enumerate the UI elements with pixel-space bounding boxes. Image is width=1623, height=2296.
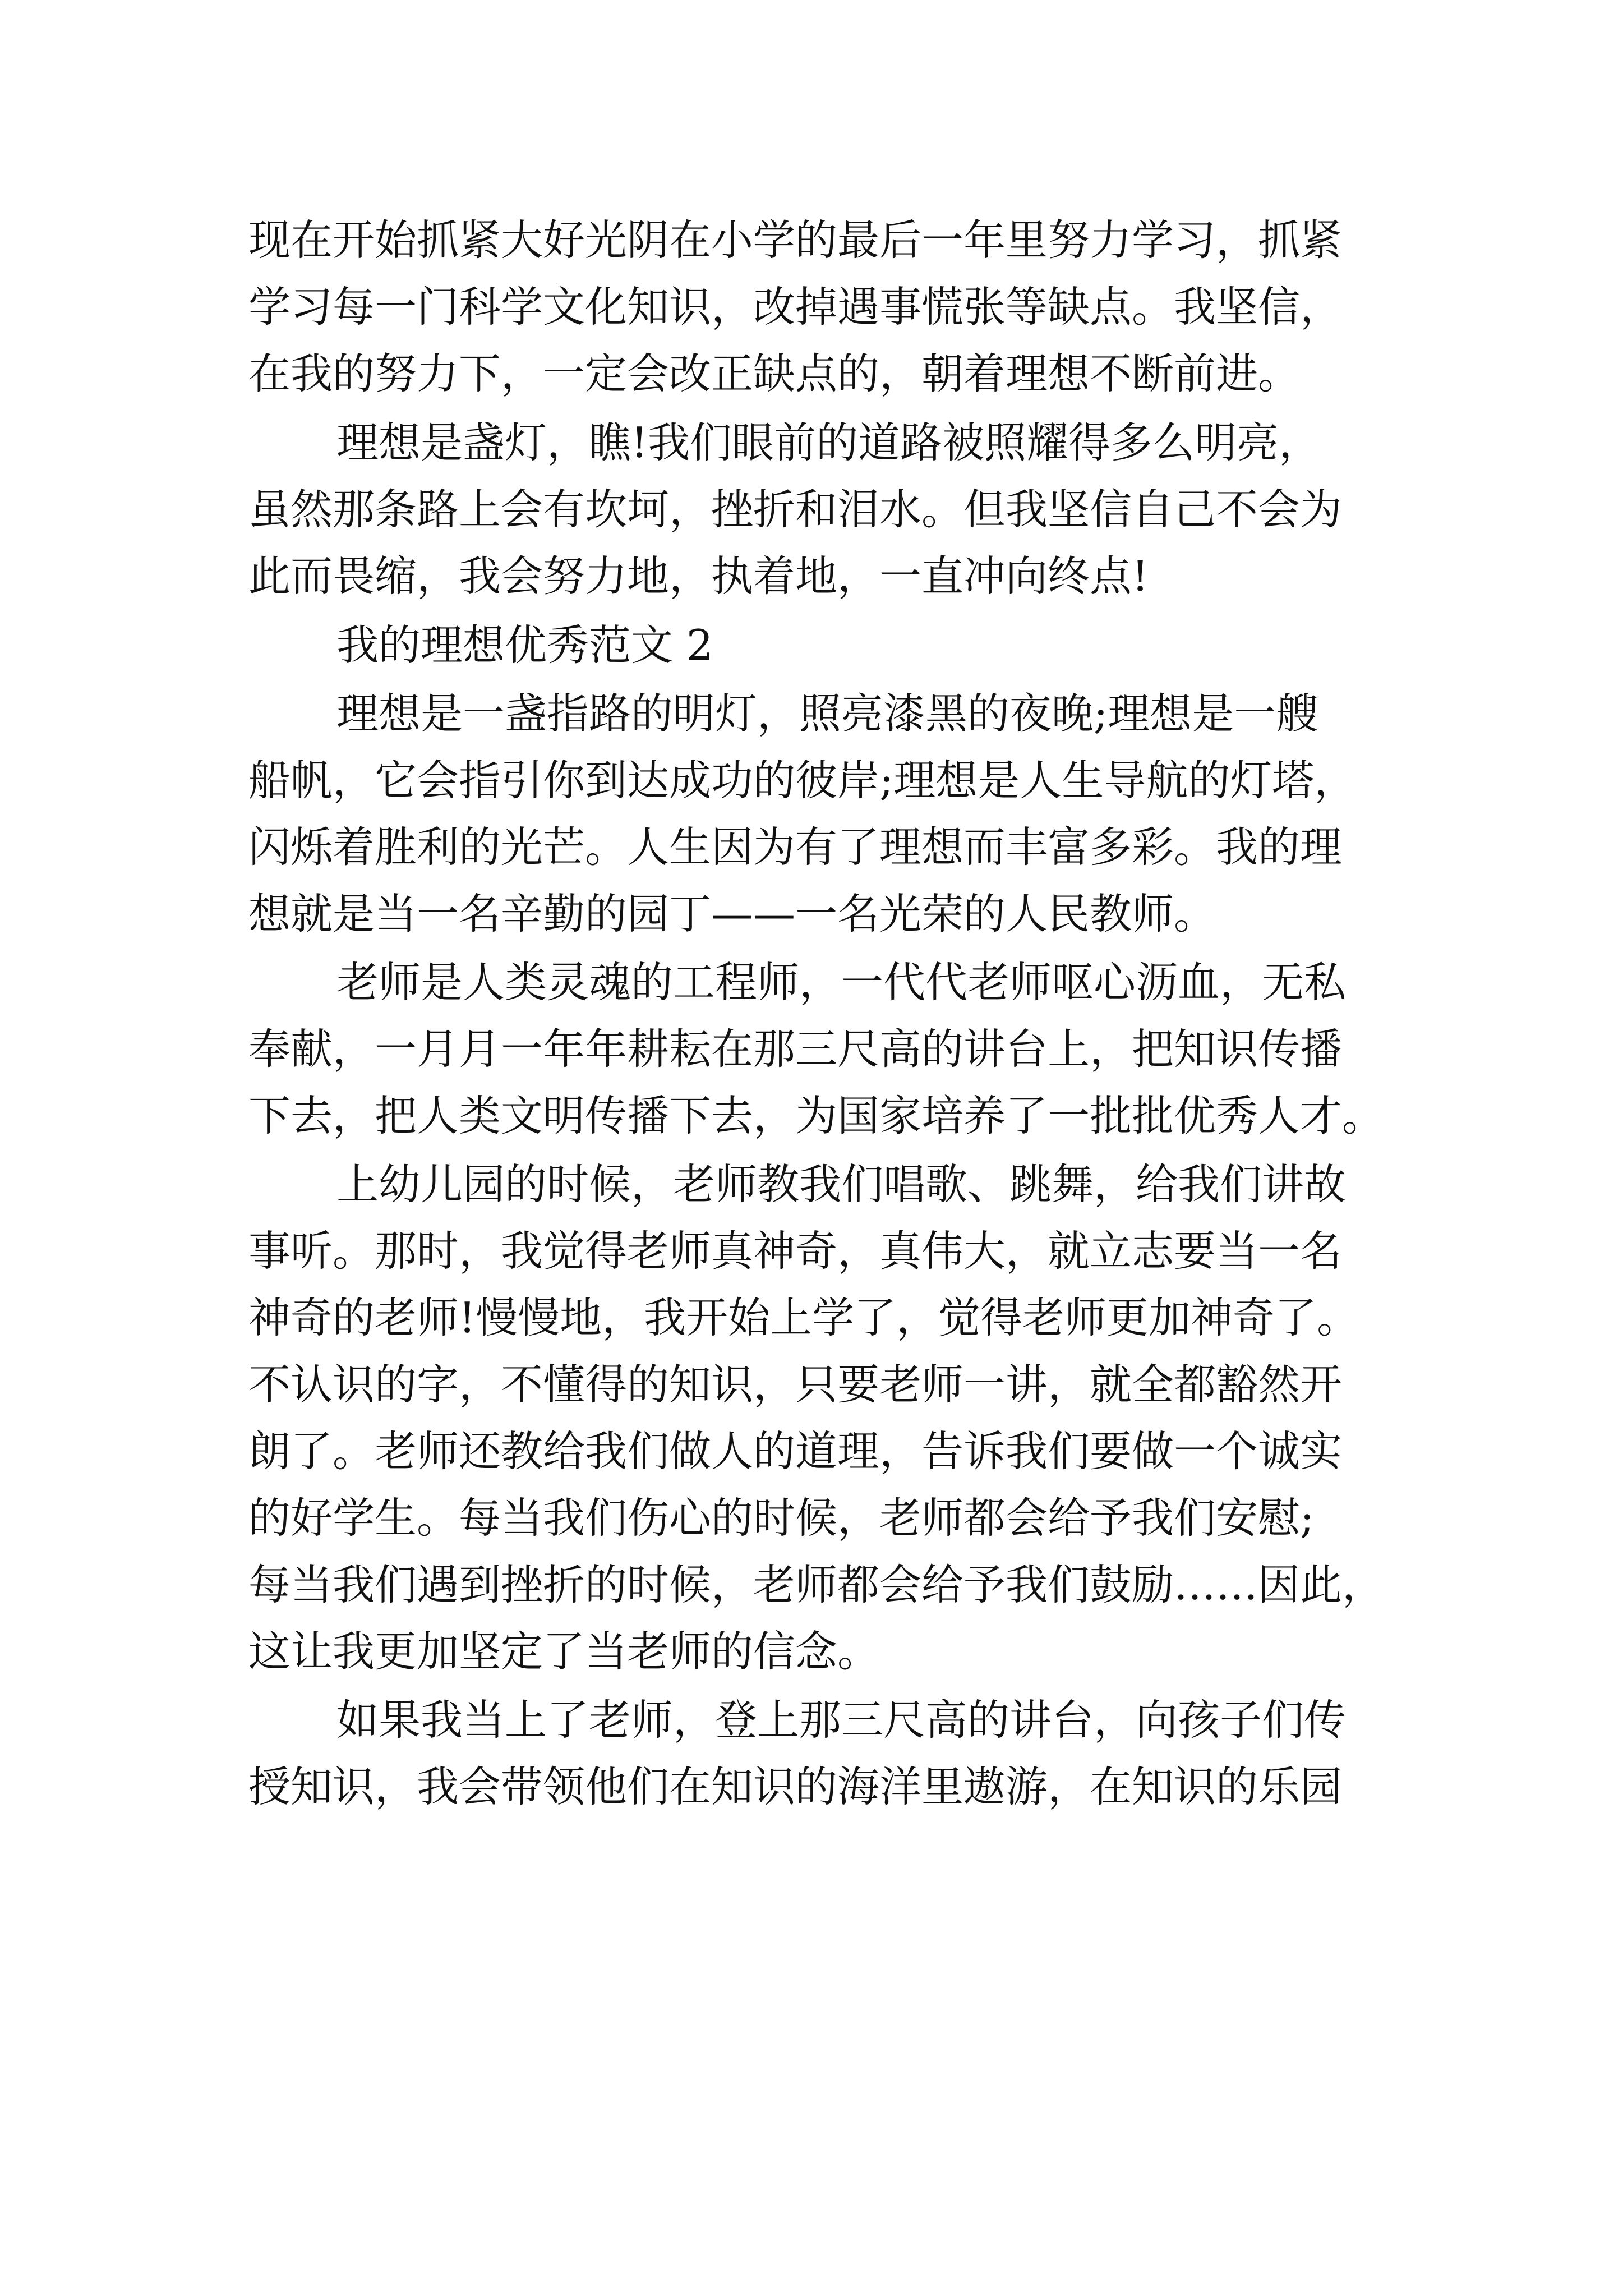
paragraph-line: 神奇的老师!慢慢地，我开始上学了，觉得老师更加神奇了。 bbox=[248, 1293, 1359, 1342]
paragraph-line: 现在开始抓紧大好光阴在小学的最后一年里努力学习，抓紧 bbox=[248, 215, 1343, 265]
paragraph-line: 虽然那条路上会有坎坷，挫折和泪水。但我坚信自己不会为 bbox=[248, 485, 1343, 534]
paragraph-line: 奉献，一月月一年年耕耘在那三尺高的讲台上，把知识传播 bbox=[248, 1024, 1343, 1074]
paragraph-line: 学习每一门科学文化知识，改掉遇事慌张等缺点。我坚信， bbox=[248, 282, 1343, 332]
paragraph-line: 不认识的字，不懂得的知识，只要老师一讲，就全都豁然开 bbox=[248, 1360, 1343, 1409]
paragraph-line: 想就是当一名辛勤的园丁——一名光荣的人民教师。 bbox=[248, 889, 1216, 938]
section-heading: 我的理想优秀范文 2 bbox=[336, 620, 713, 670]
paragraph-line: 如果我当上了老师，登上那三尺高的讲台，向孩子们传 bbox=[336, 1695, 1347, 1745]
paragraph-line: 授知识，我会带领他们在知识的海洋里遨游，在知识的乐园 bbox=[248, 1762, 1343, 1811]
paragraph-line: 理想是盏灯，瞧!我们眼前的道路被照耀得多么明亮， bbox=[336, 418, 1321, 467]
paragraph-line: 的好学生。每当我们伤心的时候，老师都会给予我们安慰; bbox=[248, 1493, 1315, 1543]
paragraph-line: 此而畏缩，我会努力地，执着地，一直冲向终点! bbox=[248, 551, 1149, 601]
paragraph-line: 下去，把人类文明传播下去，为国家培养了一批批优秀人才。 bbox=[248, 1091, 1385, 1140]
paragraph-line: 每当我们遇到挫折的时候，老师都会给予我们鼓励……因此， bbox=[248, 1560, 1385, 1609]
paragraph-line: 事听。那时，我觉得老师真神奇，真伟大，就立志要当一名 bbox=[248, 1226, 1343, 1276]
paragraph-line: 这让我更加坚定了当老师的信念。 bbox=[248, 1627, 880, 1676]
paragraph-line: 朗了。老师还教给我们做人的道理，告诉我们要做一个诚实 bbox=[248, 1427, 1343, 1476]
paragraph-line: 上幼儿园的时候，老师教我们唱歌、跳舞，给我们讲故 bbox=[336, 1159, 1347, 1209]
paragraph-line: 闪烁着胜利的光芒。人生因为有了理想而丰富多彩。我的理 bbox=[248, 822, 1343, 872]
paragraph-line: 老师是人类灵魂的工程师，一代代老师呕心沥血，无私 bbox=[336, 958, 1347, 1007]
paragraph-line: 理想是一盏指路的明灯，照亮漆黑的夜晚;理想是一艘 bbox=[336, 689, 1318, 738]
paragraph-line: 船帆，它会指引你到达成功的彼岸;理想是人生导航的灯塔， bbox=[248, 756, 1357, 805]
paragraph-line: 在我的努力下，一定会改正缺点的，朝着理想不断前进。 bbox=[248, 349, 1301, 398]
